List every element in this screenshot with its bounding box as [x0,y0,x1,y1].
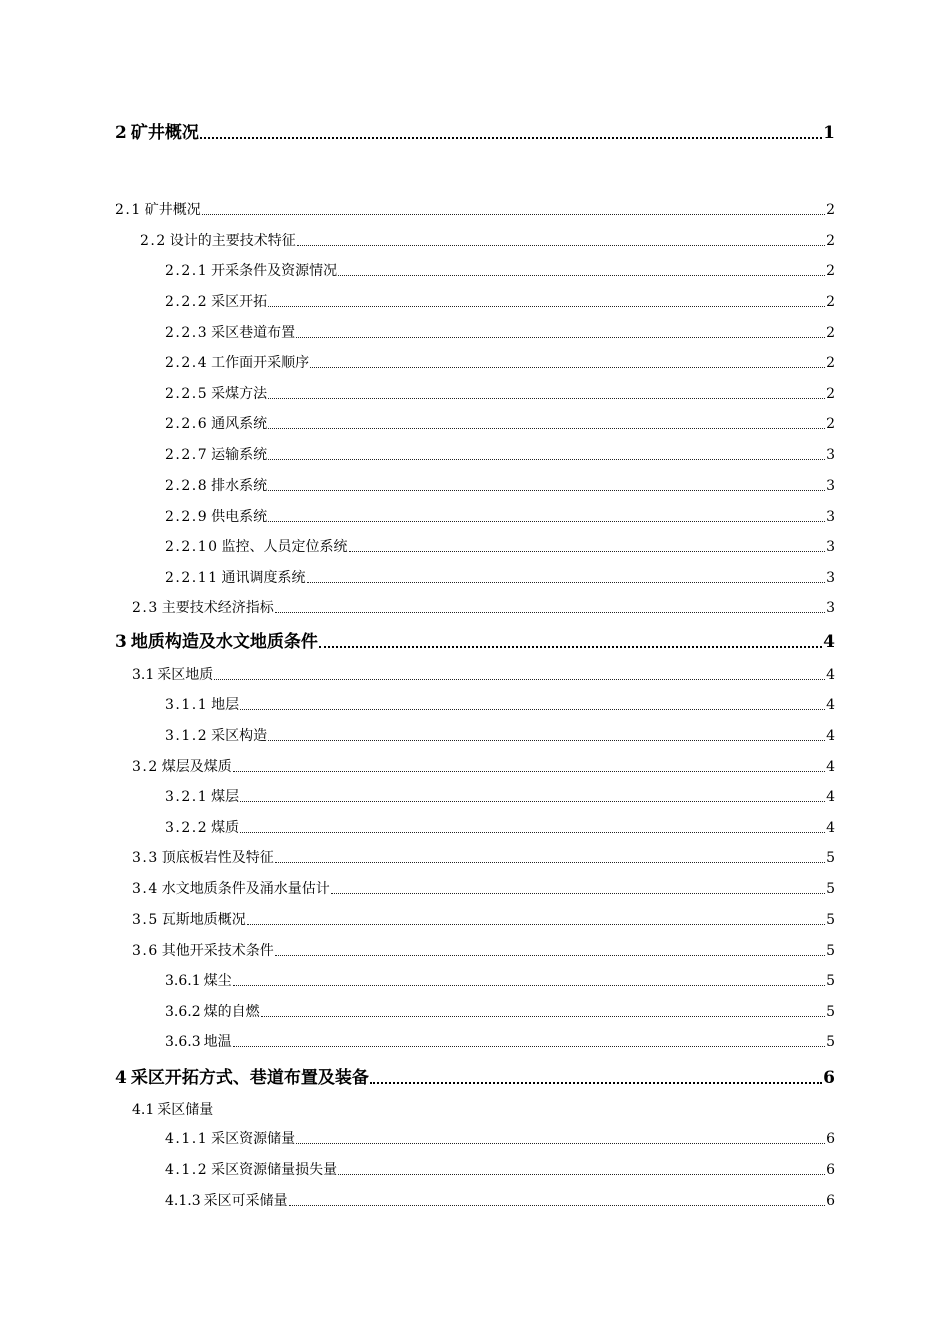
toc-entry-title [165,295,267,309]
toc-entry-text: 通风系统 [211,416,268,432]
toc-entry-text: 采区开拓 [211,294,268,310]
toc-entry-text: 瓦斯地质概况 [161,912,246,928]
toc-entry-text: 采区资源储量损失量 [211,1162,338,1178]
toc-entry[interactable] [132,905,835,927]
toc-entry-text: 通讯调度系统 [221,570,306,586]
toc-entry-text: 煤质 [211,820,240,836]
toc-entry-text: 煤的自燃 [203,1004,260,1020]
toc-entry-page-number: 3 [826,447,835,463]
toc-entry-text: 采区资源储量 [211,1131,296,1147]
toc-entry-title [132,1103,213,1117]
toc-entry[interactable] [165,471,835,493]
dot-leader [214,1114,834,1115]
dot-leader [268,489,825,491]
toc-entry-title [165,540,348,554]
toc-entry-page-number: 4 [826,759,835,775]
toc-entry-text: 运输系统 [211,447,268,463]
toc-entry-title [165,974,232,988]
dot-leader [307,581,826,583]
toc-entry-page-number: 2 [826,416,835,432]
dot-leader [275,611,825,613]
toc-entry-number: 2.2.9 [165,509,209,525]
toc-entry-number: 3.2.2 [165,820,209,836]
toc-entry-number: 4.1.3 [165,1193,201,1209]
dot-leader [331,892,825,894]
toc-entry-number: 4.1.1 [165,1131,209,1147]
dot-leader [233,1045,825,1047]
toc-entry[interactable] [165,966,835,988]
toc-entry[interactable] [115,625,835,651]
toc-entry-text: 供电系统 [211,509,268,525]
toc-entry-number: 3.6.3 [165,1034,201,1050]
toc-entry-text: 矿井概况 [144,202,201,218]
toc-entry-title [165,479,267,493]
toc-entry-page-number: 2 [826,202,835,218]
toc-entry-title [132,760,232,774]
toc-entry-title [165,326,295,340]
toc-entry-page-number: 6 [826,1193,835,1209]
toc-entry-title [115,203,201,217]
dot-leader [338,1173,825,1175]
toc-entry-page-number: 2 [826,386,835,402]
toc-entry-title [165,264,337,278]
dot-leader [247,923,825,925]
toc-entry-title [132,944,274,958]
toc-entry-title [165,356,309,370]
toc-entry-number: 2.3 [132,600,159,616]
toc-entry-number: 2.2 [140,233,167,249]
toc-entry-number: 2.1 [115,202,142,218]
toc-entry-page-number: 5 [826,943,835,959]
dot-leader [240,800,825,802]
dot-leader [370,1081,822,1084]
toc-entry-text: 监控、人员定位系统 [221,539,348,555]
toc-entry[interactable] [165,379,835,401]
toc-entry-number: 2.2.1 [165,263,209,279]
toc-entry-text: 采区储量 [157,1102,214,1118]
dot-leader [268,397,825,399]
toc-entry[interactable] [165,997,835,1019]
toc-entry-page-number: 2 [826,325,835,341]
toc-entry[interactable] [115,195,835,217]
toc-entry-number: 3.6.1 [165,973,201,989]
toc-entry-title [132,601,274,615]
toc-entry-number: 3.1.1 [165,697,209,713]
toc-entry-title [132,882,330,896]
toc-entry-text: 采区开拓方式、巷道布置及装备 [130,1068,369,1088]
toc-entry-title [165,1194,288,1208]
toc-entry-number: 3.2 [132,759,159,775]
toc-entry[interactable] [132,660,835,682]
toc-entry-number: 3.6 [132,943,159,959]
toc-entry[interactable] [165,721,835,743]
toc-entry-page-number: 3 [826,509,835,525]
toc-entry-page-number: 3 [826,539,835,555]
toc-entry-number: 2.2.2 [165,294,209,310]
toc-entry-number: 2.2.7 [165,447,209,463]
toc-entry-title [165,448,267,462]
toc-entry-page-number: 6 [823,1068,835,1088]
dot-leader [261,1015,825,1017]
toc-entry-page-number: 4 [823,632,835,652]
toc-entry-title [165,698,239,712]
toc-entry-title [165,387,267,401]
toc-entry-page-number: 3 [826,570,835,586]
toc-entry-text: 采区可采储量 [203,1193,288,1209]
dot-leader [296,336,825,338]
toc-entry[interactable] [132,593,835,615]
toc-entry-number: 3.6.2 [165,1004,201,1020]
toc-entry-text: 顶底板岩性及特征 [161,850,274,866]
toc-entry-page-number: 4 [826,667,835,683]
toc-entry-text: 地温 [203,1034,232,1050]
toc-entry-title [165,1132,295,1146]
toc-entry[interactable] [165,690,835,712]
dot-leader [275,861,825,863]
toc-entry-text: 煤层及煤质 [161,759,232,775]
toc-entry-text: 煤尘 [203,973,232,989]
toc-entry[interactable] [132,1095,835,1117]
dot-leader [310,366,825,368]
toc-entry[interactable] [115,116,835,142]
toc-entry-title [165,510,267,524]
toc-entry-text: 设计的主要技术特征 [169,233,296,249]
dot-leader [233,770,825,772]
toc-entry[interactable] [165,1186,835,1208]
toc-entry-number: 3.2.1 [165,789,209,805]
toc-entry[interactable] [165,256,835,278]
toc-entry-number: 3.1.2 [165,728,209,744]
toc-entry[interactable] [115,1061,835,1087]
toc-entry-number: 4.1.2 [165,1162,209,1178]
toc-entry-page-number: 5 [826,1004,835,1020]
dot-leader [349,550,826,552]
dot-leader [338,274,825,276]
toc-entry-title [165,1035,232,1049]
toc-entry-title [165,790,239,804]
dot-leader [319,645,822,648]
toc-entry-page-number: 5 [826,1034,835,1050]
toc-entry-text: 开采条件及资源情况 [211,263,338,279]
toc-entry-title [165,729,267,743]
toc-entry[interactable] [165,502,835,524]
toc-entry-page-number: 4 [826,728,835,744]
toc-entry-number: 2 [115,123,127,143]
toc-entry[interactable] [165,1027,835,1049]
toc-entry-number: 3.3 [132,850,159,866]
toc-entry-text: 采煤方法 [211,386,268,402]
toc-entry-text: 排水系统 [211,478,268,494]
toc-entry-page-number: 5 [826,973,835,989]
toc-entry-text: 水文地质条件及涌水量估计 [161,881,330,897]
toc-entry-number: 2.2.6 [165,416,209,432]
toc-entry-page-number: 5 [826,881,835,897]
toc-entry-number: 4 [115,1068,127,1088]
toc-entry-text: 地层 [211,697,240,713]
toc-entry-page-number: 2 [826,355,835,371]
dot-leader [289,1204,825,1206]
toc-entry-title [132,668,213,682]
dot-leader [275,954,825,956]
toc-entry-text: 矿井概况 [130,123,199,143]
toc-entry-page-number: 2 [826,294,835,310]
toc-entry[interactable] [165,318,835,340]
toc-entry-number: 2.2.3 [165,325,209,341]
dot-leader [268,305,825,307]
toc-entry-page-number: 4 [826,789,835,805]
toc-entry-page-number: 6 [826,1131,835,1147]
toc-entry-title [165,571,306,585]
dot-leader [240,708,825,710]
toc-entry[interactable] [165,1124,835,1146]
dot-leader [240,831,825,833]
toc-entry-text: 地质构造及水文地质条件 [130,632,318,652]
dot-leader [202,213,825,215]
toc-entry-page-number: 3 [826,478,835,494]
toc-entry[interactable] [165,813,835,835]
toc-entry-page-number: 1 [823,123,835,143]
toc-entry-title [165,821,239,835]
toc-entry-title [165,1005,260,1019]
toc-entry-title [115,634,318,651]
toc-entry-text: 其他开采技术条件 [161,943,274,959]
toc-entry-number: 3.5 [132,912,159,928]
toc-entry-text: 采区构造 [211,728,268,744]
toc-entry-page-number: 2 [826,233,835,249]
toc-entry-title [165,1163,337,1177]
toc-entry-text: 主要技术经济指标 [161,600,274,616]
dot-leader [268,427,825,429]
toc-entry[interactable] [165,563,835,585]
toc-entry-page-number: 3 [826,600,835,616]
toc-entry-title [132,913,246,927]
toc-entry-number: 2.2.4 [165,355,209,371]
toc-entry-page-number: 6 [826,1162,835,1178]
toc-entry[interactable] [132,843,835,865]
toc-entry-text: 工作面开采顺序 [211,355,310,371]
dot-leader [268,739,825,741]
toc-entry-title [132,851,274,865]
toc-entry-number: 4.1 [132,1102,155,1118]
toc-entry-number: 2.2.8 [165,478,209,494]
toc-entry-number: 2.2.10 [165,539,219,555]
dot-leader [296,1142,825,1144]
toc-entry-text: 采区巷道布置 [211,325,296,341]
toc-entry-number: 3.1 [132,667,155,683]
toc-entry[interactable] [132,874,835,896]
toc-entry-number: 2.2.5 [165,386,209,402]
toc-entry-title [115,1070,369,1087]
toc-entry-text: 煤层 [211,789,240,805]
toc-entry-number: 3 [115,632,127,652]
dot-leader [233,984,825,986]
toc-entry-title [115,125,199,142]
toc-entry-page-number: 4 [826,697,835,713]
toc-entry-title [165,417,267,431]
toc-entry-text: 采区地质 [157,667,214,683]
toc-entry-page-number: 2 [826,263,835,279]
toc-entry-number: 3.4 [132,881,159,897]
dot-leader [214,678,825,680]
toc-entry[interactable] [165,440,835,462]
toc-entry[interactable] [165,782,835,804]
dot-leader [268,520,825,522]
toc-entry-page-number: 5 [826,850,835,866]
toc-entry[interactable] [132,752,835,774]
toc-entry[interactable] [165,348,835,370]
toc-entry-number: 2.2.11 [165,570,219,586]
toc-entry[interactable] [165,409,835,431]
toc-entry[interactable] [165,287,835,309]
toc-entry[interactable] [165,1155,835,1177]
toc-entry-page-number: 4 [826,820,835,836]
dot-leader [297,244,825,246]
toc-entry[interactable] [140,226,835,248]
dot-leader [268,458,825,460]
dot-leader [200,136,822,139]
toc-entry[interactable] [165,532,835,554]
toc-entry[interactable] [132,936,835,958]
toc-entry-title [140,234,296,248]
toc-entry-page-number: 5 [826,912,835,928]
